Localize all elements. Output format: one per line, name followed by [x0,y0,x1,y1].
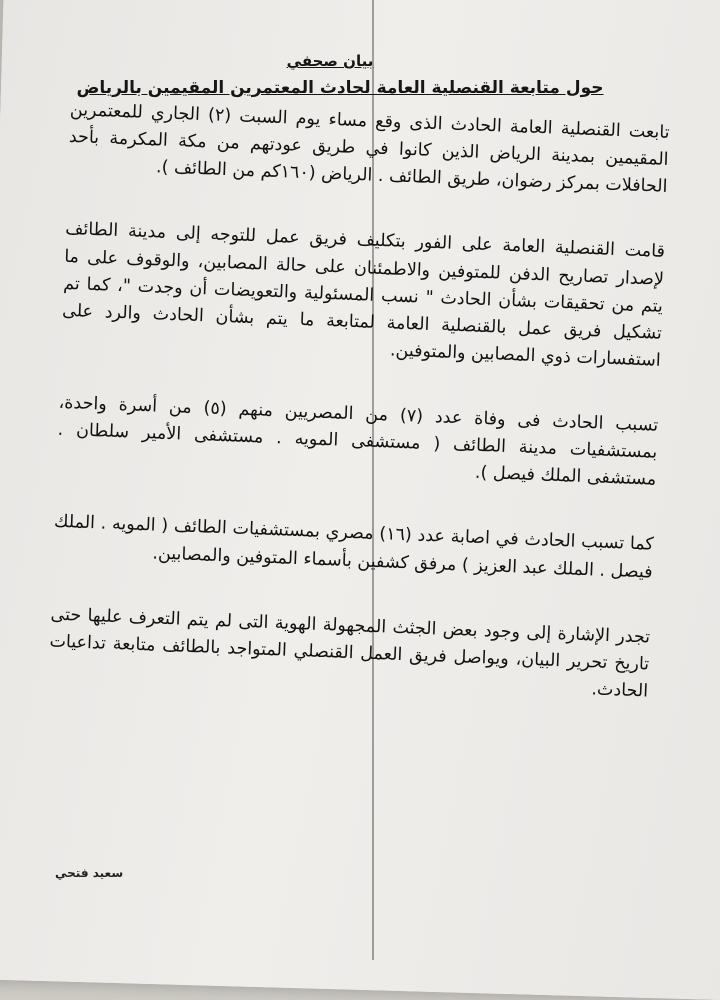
paragraph-5: تجدر الإشارة إلى وجود بعض الجثث المجهولة الهوية التى لم يتم التعرف عليها حتى تاريخ تحرير البيان، ويواصل فريق العمل القنصلي المتواجد بالطائف متابعة تداعيات الحادث. [49,604,651,702]
document-header [0,52,720,98]
signature: سعيد فتحي [55,866,124,880]
paragraph-3: تسبب الحادث فى وفاة عدد (٧) من المصريين منهم (٥) من أسرة واحدة، بمستشفيات مدينة الطائف ( مستشفى المويه . مستشفى الأمير سلطان . مستشفى الملك فيصل ). [57,392,659,490]
document-subtitle: حول متابعة القنصلية العامة لحادث المعتمرين المقيمين بالرياض [76,78,604,98]
document-body [46,97,670,744]
paragraph-1: تابعت القنصلية العامة الحادث الذى وقع مساء يوم السبت (٢) الجاري للمعتمرين المقيمين بمدينة الرياض الذين كانوا في طريق عودتهم من مكة المكرمة بأحد الحافلات بمركز رضوان، طريق الطائف . الرياض (١٦٠كم من الطائف ). [68,99,670,198]
paragraph-2: قامت القنصلية العامة على الفور بتكليف فريق عمل للتوجه إلى مدينة الطائف لإصدار تصاريح الدفن للمتوفين والاطمئنان على حالة المصابين، والوقوف على ما يتم من تحقيقات بشأن الحادث " نسب المسئولية والتعويضات أن وجدت "، كما تم تشكيل فريق عمل بالقنصلية العامة لمتابعة ما يتم بشأن الحادث والرد على استفسارات ذوي المصابين والمتوفين. [61,219,666,371]
document-title: بيان صحفي [286,52,374,70]
paragraph-4: كما تسبب الحادث في اصابة عدد (١٦) مصري بمستشفيات الطائف ( المويه . الملك فيصل . الملك عبد العزيز ) مرفق كشفين بأسماء المتوفين والمصابين. [53,512,655,583]
